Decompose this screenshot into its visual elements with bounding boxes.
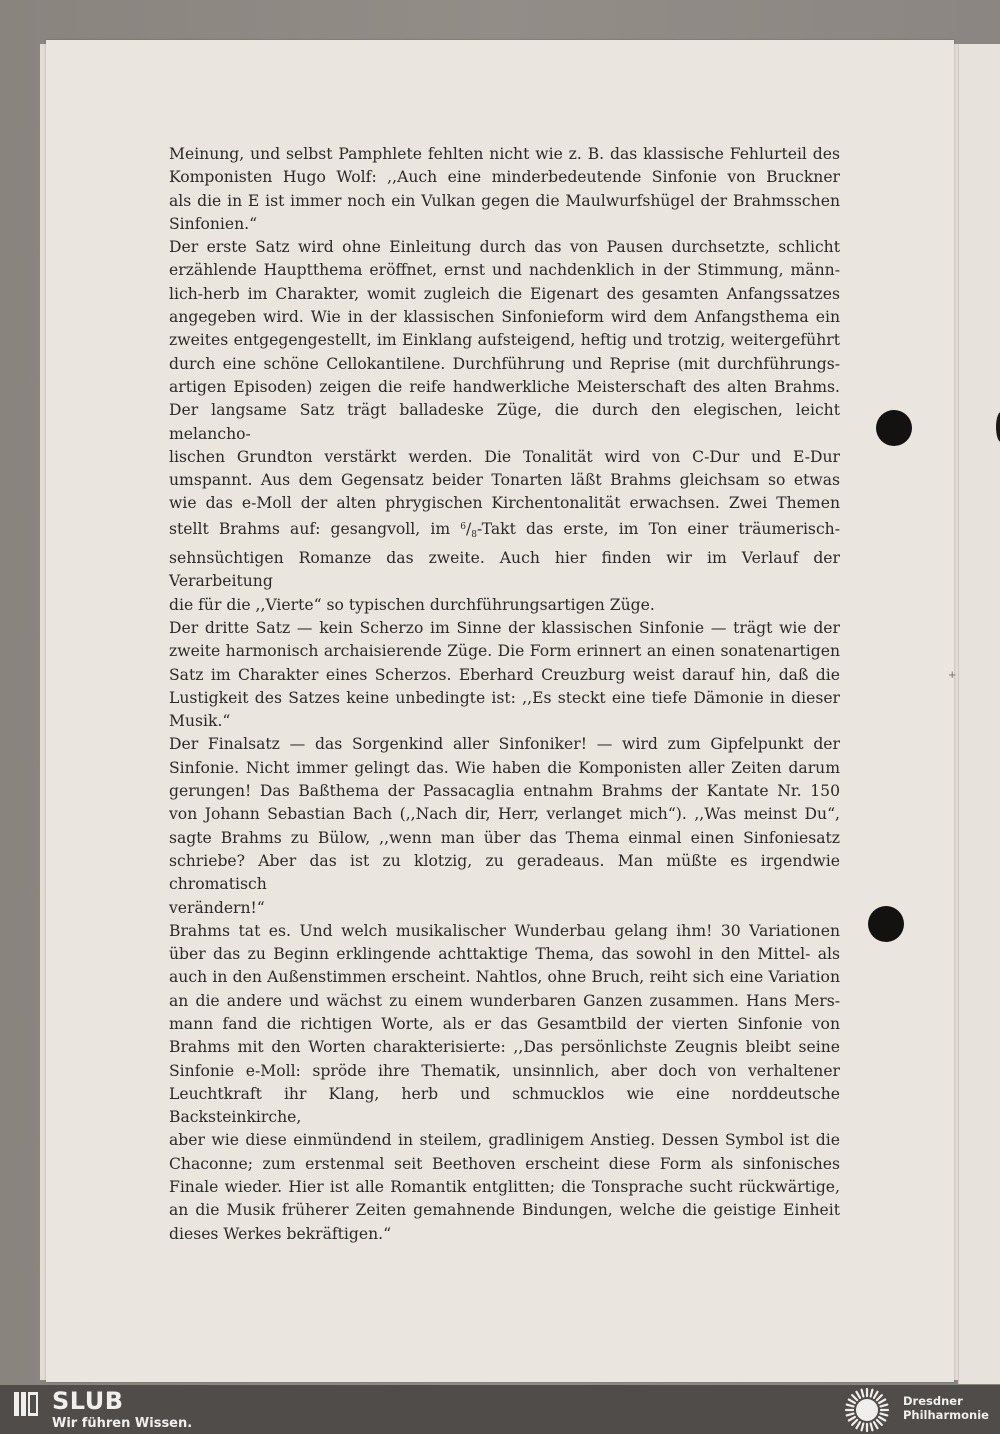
text-line: Brahms tat es. Und welch musikalischer Wunderbau gelang ihm! 30 Variationen — [169, 921, 840, 940]
text-fragment: -Takt das erste, im Ton einer träumerisch- — [476, 519, 840, 538]
slub-name[interactable]: SLUB — [52, 1387, 124, 1415]
text-line-with-fraction — [169, 516, 840, 547]
fold-mark-icon: + — [948, 670, 957, 681]
fraction-denominator: 8 — [471, 529, 477, 540]
punch-hole — [868, 906, 904, 942]
text-line: Der langsame Satz trägt balladeske Züge, die durch den elegischen, leicht melancho- — [169, 401, 840, 443]
text-line: auch in den Außenstimmen erscheint. Nahtlos, ohne Bruch, reiht sich eine Variation — [169, 968, 840, 987]
text-line: Chaconne; zum erstenmal seit Beethoven erscheint diese Form als sinfonisches — [169, 1154, 840, 1173]
text-line: Komponisten Hugo Wolf: ,,Auch eine minderbedeutende Sinfonie von Bruckner — [169, 168, 840, 187]
text-line: Sinfonien.“ — [169, 214, 258, 233]
footer-bar — [0, 1385, 1000, 1434]
text-line: Der dritte Satz — kein Scherzo im Sinne der klassischen Sinfonie — trägt wie der — [169, 618, 840, 637]
text-line: zweite harmonisch archaisierende Züge. Die Form erinnert an einen sonatenartigen — [169, 642, 840, 661]
dresdner-philharmonie-name[interactable] — [903, 1394, 989, 1422]
text-fragment: stellt Brahms auf: gesangvoll, im — [169, 519, 461, 538]
punch-hole — [996, 412, 1000, 442]
text-line: dieses Werkes bekräftigen.“ — [169, 1224, 392, 1243]
punch-hole — [876, 410, 912, 446]
text-line: Meinung, und selbst Pamphlete fehlten nicht wie z. B. das klassische Fehlurteil des — [169, 145, 840, 163]
text-line: gerungen! Das Baßthema der Passacaglia entnahm Brahms der Kantate Nr. 150 — [169, 782, 840, 801]
text-line: Sinfonie e-Moll: spröde ihre Thematik, unsinnlich, aber doch von verhaltener — [169, 1061, 840, 1080]
fraction-numerator: 6 — [460, 521, 466, 532]
text-line: angegeben wird. Wie in der klassischen Sinfonieform wird dem Anfangsthema ein — [169, 308, 840, 327]
text-line: sagte Brahms zu Bülow, ,,wenn man über das Thema einmal einen Sinfoniesatz — [169, 828, 840, 847]
text-line: artigen Episoden) zeigen die reife handwerkliche Meisterschaft des alten Brahms. — [169, 377, 840, 396]
text-line: lich-herb im Charakter, womit zugleich die Eigenart des gesamten Anfangssatzes — [169, 284, 840, 303]
paragraph — [169, 920, 840, 1246]
partner-name-line: Dresdner — [903, 1394, 963, 1408]
text-line: die für die ,,Vierte“ so typischen durchführungsartigen Züge. — [169, 595, 655, 614]
text-line: Satz im Charakter eines Scherzos. Eberhard Creuzburg weist darauf hin, daß die — [169, 665, 840, 684]
text-line: durch eine schöne Cellokantilene. Durchführung und Reprise (mit durchführungs- — [169, 354, 840, 373]
text-line: Lustigkeit des Satzes keine unbedingte ist: ,,Es steckt eine tiefe Dämonie in dieser — [169, 688, 840, 707]
paragraph — [169, 143, 840, 236]
fraction-slash: / — [465, 519, 472, 538]
text-line: Sinfonie. Nicht immer gelingt das. Wie haben die Komponisten aller Zeiten darum — [169, 758, 840, 777]
book-stack-icon — [14, 1390, 38, 1418]
text-line: erzählende Hauptthema eröffnet, ernst und nachdenklich in der Stimmung, männ- — [169, 261, 840, 280]
paragraph — [169, 236, 840, 617]
partner-name-line: Philharmonie — [903, 1408, 989, 1422]
text-line: Der erste Satz wird ohne Einleitung durch das von Pausen durchsetzte, schlicht — [169, 238, 840, 257]
slub-tagline: Wir führen Wissen. — [52, 1416, 193, 1431]
facing-page-edge — [958, 44, 1000, 1384]
text-line: lischen Grundton verstärkt werden. Die Tonalität wird von C-Dur und E-Dur — [169, 447, 840, 466]
text-line: sehnsüchtigen Romanze das zweite. Auch hier finden wir im Verlauf der Verarbeitung — [169, 549, 840, 591]
text-line: Brahms mit den Worten charakterisierte: ,,Das persönlichste Zeugnis bleibt seine — [169, 1038, 840, 1057]
text-line: Finale wieder. Hier ist alle Romantik entglitten; die Tonsprache sucht rückwärtige, — [169, 1178, 840, 1197]
text-line: umspannt. Aus dem Gegensatz beider Tonarten läßt Brahms gleichsam so etwas — [169, 471, 840, 490]
text-line: zweites entgegengestellt, im Einklang aufsteigend, heftig und trotzig, weitergeführt — [169, 331, 840, 350]
paragraph — [169, 733, 840, 919]
text-line: an die andere und wächst zu einem wunderbaren Ganzen zusammen. Hans Mers- — [169, 991, 840, 1010]
paragraph — [169, 617, 840, 733]
text-line: aber wie diese einmündend in steilem, gradlinigem Anstieg. Dessen Symbol ist die — [169, 1131, 840, 1150]
text-line: an die Musik früherer Zeiten gemahnende Bindungen, welche die geistige Einheit — [169, 1201, 840, 1220]
text-line: Der Finalsatz — das Sorgenkind aller Sinfoniker! — wird zum Gipfelpunkt der — [169, 735, 840, 754]
text-line: wie das e-Moll der alten phrygischen Kirchentonalität erwachsen. Zwei Themen — [169, 494, 840, 513]
text-line: Musik.“ — [169, 712, 231, 731]
sunburst-logo-icon[interactable] — [842, 1387, 892, 1433]
text-line: über das zu Beginn erklingende achttaktige Thema, das sowohl in den Mittel- als — [169, 945, 840, 964]
text-line: Leuchtkraft ihr Klang, herb und schmucklos wie eine norddeutsche Backsteinkirche, — [169, 1084, 840, 1127]
text-line: von Johann Sebastian Bach (,,Nach dir, Herr, verlanget mich“). ,,Was meinst Du“, — [169, 805, 840, 824]
text-line: verändern!“ — [169, 898, 265, 917]
text-line: mann fand die richtigen Worte, als er das Gesamtbild der vierten Sinfonie von — [169, 1014, 840, 1033]
document-body — [169, 143, 840, 1246]
text-line: als die in E ist immer noch ein Vulkan gegen die Maulwurfshügel der Brahmsschen — [169, 191, 840, 210]
text-line: schriebe? Aber das ist zu klotzig, zu geradeaus. Man müßte es irgendwie chromatisch — [169, 851, 840, 894]
